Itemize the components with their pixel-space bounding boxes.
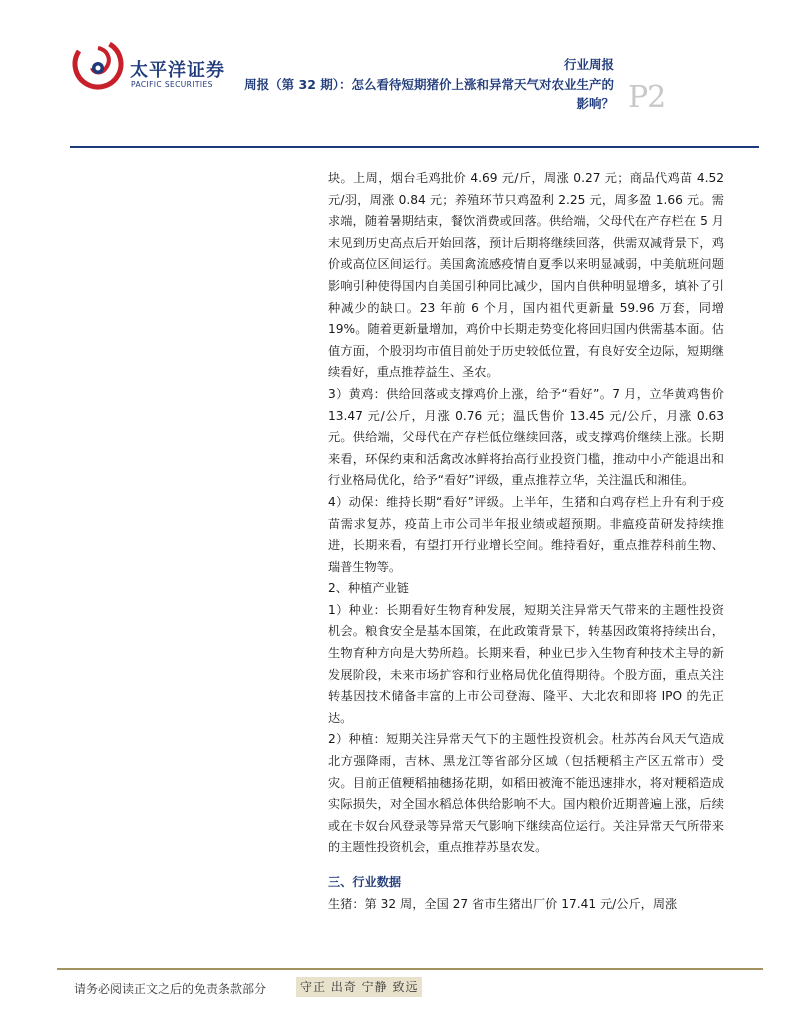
- body-paragraph: 1）种业：长期看好生物育种发展，短期关注异常天气带来的主题性投资机会。粮食安全是基本国策，在此政策背景下，转基因政策将持续出台，生物育种方向是大势所趋。长期来看，种业已步入生物育种技术主导的新发展阶段，未来市场扩容和行业格局优化值得期待。个股方面，重点关注转基因技术储备丰富的上市公司登海、隆平、大北农和即将 IPO 的先正达。: [328, 602, 724, 725]
- footer-disclaimer: 请务必阅读正文之后的免责条款部分: [74, 982, 267, 996]
- report-title: 周报（第 32 期）：怎么看待短期猪价上涨和异常天气对农业生产的影响？: [244, 77, 614, 111]
- brand-name-cn: 太平洋证券: [130, 60, 225, 81]
- page-number: P2: [628, 80, 666, 115]
- body-paragraph: 块。上周，烟台毛鸡批价 4.69 元/斤，周涨 0.27 元；商品代鸡苗 4.52 元/羽，周涨 0.84 元；养殖环节只鸡盈利 2.25 元，周多盈 1.66 元。需求端，随着暑期结束，餐饮消费或回落。供给端，父母代在产存栏在 5 月末见到历史高点后开始回落，预计后期将继续回落，供需双减背景下，鸡价或高位区间运行。美国禽流感疫情自夏季以来明显减弱，中美航班问题影响引种使得国内自美国引种同比减少，国内自供种明显增多，填补了引种减少的缺口。23 年前 6 个月，国内祖代更新量 59.96 万套，同增 19%。随着更新量增加，鸡价中长期走势变化将回归国内供需基本面。估值方面，个股羽均市值目前处于历史较低位置，有良好安全边际，短期继续看好，重点推荐益生、圣农。: [328, 171, 724, 380]
- report-body: [328, 168, 724, 915]
- company-logo: [72, 38, 124, 90]
- subsection-heading: 2、种植产业链: [328, 581, 409, 596]
- body-paragraph: 2）种植：短期关注异常天气下的主题性投资机会。杜苏芮台风天气造成北方强降雨，吉林、黑龙江等省部分区域（包括粳稻主产区五常市）受灾。目前正值粳稻抽穗扬花期，如稻田被淹不能迅速排水，将对粳稻造成实际损失，对全国水稻总体供给影响不大。国内粮价近期普遍上涨，后续或在卡奴台风登录等异常天气影响下继续高位运行。关注异常天气所带来的主题性投资机会，重点推荐苏垦农发。: [328, 732, 724, 855]
- section-heading: 三、行业数据: [328, 875, 402, 889]
- pacific-securities-logo-icon: [72, 38, 124, 90]
- header-divider: [70, 146, 759, 148]
- body-paragraph: 3）黄鸡：供给回落或支撑鸡价上涨，给予“看好”。7 月，立华黄鸡售价 13.47 元/公斤，月涨 0.76 元；温氏售价 13.45 元/公斤，月涨 0.63 元。供给端，父母代在产存栏低位继续回落，或支撑鸡价继续上涨。长期来看，环保约束和活禽改冰鲜将抬高行业投资门槛，推动中小产能退出和行业格局优化，给予“看好”评级，重点推荐立华，关注温氏和湘佳。: [328, 386, 724, 488]
- section-tag: 行业周报: [563, 57, 614, 72]
- footer-motto: 守正 出奇 宁静 致远: [296, 977, 422, 997]
- brand-name-en: PACIFIC SECURITIES: [131, 80, 213, 89]
- page-header: [0, 0, 791, 150]
- footer-divider: [57, 968, 763, 970]
- body-paragraph: 生猪：第 32 周，全国 27 省市生猪出厂价 17.41 元/公斤，周涨: [328, 896, 678, 911]
- body-paragraph: 4）动保：维持长期“看好”评级。上半年，生猪和白鸡存栏上升有利于疫苗需求复苏，疫苗上市公司半年报业绩或超预期。非瘟疫苗研发持续推进，长期来看，有望打开行业增长空间。维持看好，重点推荐科前生物、瑞普生物等。: [328, 494, 724, 574]
